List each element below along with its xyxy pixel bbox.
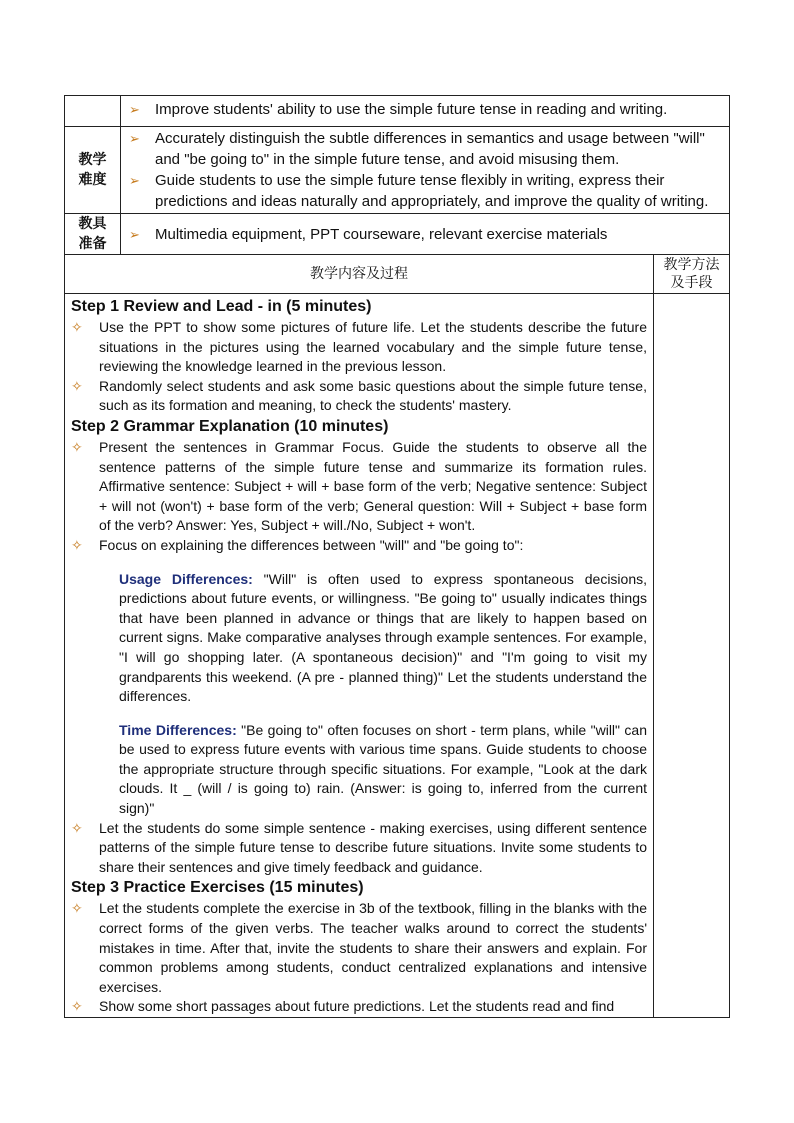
method-header: 教学方法 及手段 (654, 255, 730, 294)
list-item: ✧ Show some short passages about future predictions. Let the students read and find (71, 997, 647, 1017)
step-title: Step 2 Grammar Explanation (10 minutes) (71, 417, 389, 435)
lesson-plan-page (64, 95, 729, 1018)
arrow-bullet-icon: ➢ (129, 173, 140, 188)
difficulty-cell (121, 127, 730, 214)
lesson-plan-table (64, 95, 730, 1018)
list-item: ✧ Focus on explaining the differences between "will" and "be going to": (71, 536, 647, 556)
section-header-row (65, 255, 730, 294)
difficulty-label: 教学 难度 (65, 127, 121, 214)
star-bullet-icon: ✧ (71, 900, 83, 917)
objective-row (65, 96, 730, 127)
star-bullet-icon: ✧ (71, 319, 83, 335)
list-item: ✧ Present the sentences in Grammar Focus. Guide the students to observe all the sentence patterns of the simple future tense and summarize its formation rules. Affirmative sentence: Subject + will + base form of the verb; Negative sentence: Subject + will not (won't) + base form of the verb; General question: Will + Subject + base form of the verb? Answer: Yes, Subject + will./No, Subject + won't. (71, 438, 647, 534)
content-row (65, 294, 730, 1018)
step-title: Step 3 Practice Exercises (15 minutes) (71, 879, 364, 897)
arrow-bullet-icon: ➢ (129, 131, 140, 146)
arrow-bullet-icon: ➢ (129, 102, 140, 117)
difficulty-row (65, 127, 730, 214)
content-header: 教学内容及过程 (65, 255, 654, 294)
list-item: ➢ Guide students to use the simple future tense flexibly in writing, express their predictions and ideas naturally and appropriately, and improve the quality of writing. (129, 172, 709, 210)
list-item: ➢ Accurately distinguish the subtle differences in semantics and usage between "will" and "be going to" in the simple future tense, and avoid misusing them. (129, 130, 705, 168)
usage-differences-note: Usage Differences: "Will" is often used to express spontaneous decisions, predictions about future events, or willingness. "Be going to" usually indicates things that have been planned in advance or things that are likely to happen based on current signs. Make comparative analyses through example sentences. For example, "I will go shopping later. (A spontaneous decision)" and "I'm going to visit my grandparents this weekend. (A pre - planned thing)" Let the students understand the differences. (119, 570, 647, 705)
materials-row (65, 214, 730, 255)
list-item: ✧ Let the students do some simple sentence - making exercises, using different sentence patterns of the simple future tense to describe future situations. Invite some students to share their sentences and give timely feedback and guidance. (71, 819, 647, 875)
note-heading: Time Differences: (119, 721, 237, 738)
materials-cell (121, 214, 730, 255)
star-bullet-icon: ✧ (71, 998, 83, 1015)
teaching-content (65, 294, 654, 1018)
list-item: ✧ Randomly select students and ask some basic questions about the simple future tense, such as its formation and meaning, to check the students' mastery. (71, 377, 647, 414)
list-item: ➢ Multimedia equipment, PPT courseware, relevant exercise materials (129, 225, 608, 243)
arrow-bullet-icon: ➢ (129, 226, 140, 242)
list-item: ➢ Improve students' ability to use the simple future tense in reading and writing. (129, 101, 668, 118)
list-item: ✧ Use the PPT to show some pictures of future life. Let the students describe the future situations in the pictures using the learned vocabulary and the simple future tense, reviewing the knowledge learned in the previous lesson. (71, 319, 647, 375)
star-bullet-icon: ✧ (71, 377, 83, 394)
objective-cell (121, 96, 730, 127)
list-item: ✧ Let the students complete the exercise in 3b of the textbook, filling in the blanks with the correct forms of the given verbs. The teacher walks around to correct the students' mistakes in time. After that, invite the students to share their answers and explain. For common problems among students, conduct centralized explanations and intensive exercises. (71, 900, 647, 995)
objective-label-cell (65, 96, 121, 127)
time-differences-note: Time Differences: "Be going to" often focuses on short - term plans, while "will" can be used to express future events with various time spans. Guide students to choose the appropriate structure through specific situations. For example, "Look at the dark clouds. It _ (will / is going to) rain. (Answer: is going to, inferred from the current sign)" (119, 721, 647, 817)
teaching-method-cell (654, 294, 730, 1018)
note-heading: Usage Differences: (119, 570, 253, 587)
star-bullet-icon: ✧ (71, 536, 83, 553)
step-title: Step 1 Review and Lead - in (5 minutes) (71, 298, 372, 315)
materials-label: 教具 准备 (65, 214, 121, 255)
star-bullet-icon: ✧ (71, 438, 83, 455)
star-bullet-icon: ✧ (71, 819, 83, 836)
